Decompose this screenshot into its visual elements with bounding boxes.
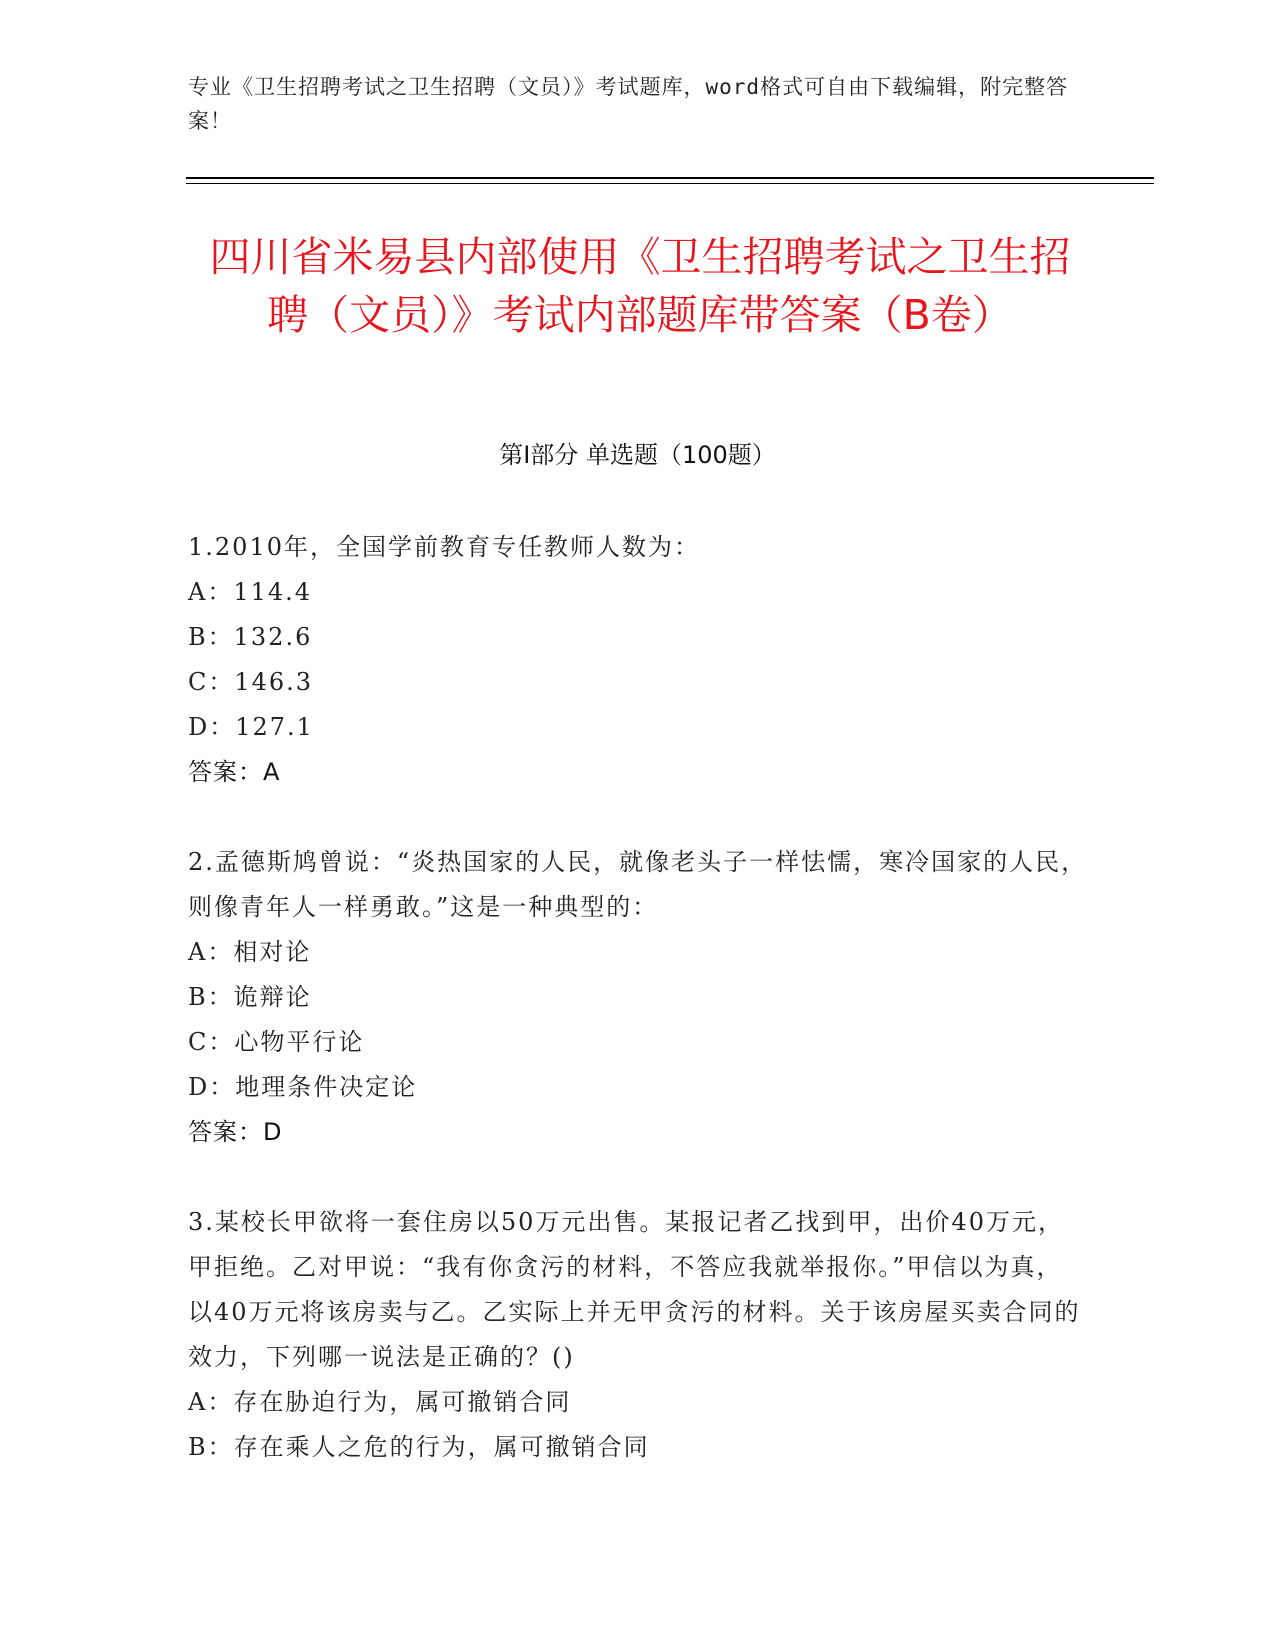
question-stem: 3.某校长甲欲将一套住房以50万元出售。某报记者乙找到甲，出价40万元，甲拒绝。乙对甲说：“我有你贪污的材料，不答应我就举报你。”甲信以为真，以40万元将该房卖与乙。乙实际上并无甲贪污的材料。关于该房屋买卖合同的效力，下列哪一说法是正确的？() [188,1208,1081,1371]
answer-line: 答案：A [188,758,281,786]
option-a: A：114.4 [188,578,313,606]
question-stem: 2.孟德斯鸠曾说：“炎热国家的人民，就像老头子一样怯懦，寒冷国家的人民，则像青年人一样勇敢。”这是一种典型的： [188,848,1088,921]
option-c: C：心物平行论 [188,1028,365,1056]
question-stem: 1.2010年，全国学前教育专任教师人数为： [188,533,700,561]
option-b: B：诡辩论 [188,983,312,1011]
header-note: 专业《卫生招聘考试之卫生招聘（文员）》考试题库，word格式可自由下载编辑，附完整答案！ [188,75,1069,133]
document-title: 四川省米易县内部使用《卫生招聘考试之卫生招聘（文员）》考试内部题库带答案（B卷） [209,233,1071,339]
answer-line: 答案：D [188,1118,283,1146]
option-a: A：存在胁迫行为，属可撤销合同 [188,1388,572,1416]
header-divider-thick [186,177,1154,179]
option-b: B：存在乘人之危的行为，属可撤销合同 [188,1433,650,1461]
option-b: B：132.6 [188,623,313,651]
section-title: 第Ⅰ部分 单选题（100题） [499,441,776,469]
option-a: A：相对论 [188,938,312,966]
question-block [188,525,1088,795]
question-block [188,840,1088,1155]
header-divider-thin [186,183,1154,184]
option-d: D：127.1 [188,713,314,741]
question-block [188,1200,1088,1470]
option-c: C：146.3 [188,668,314,696]
option-d: D：地理条件决定论 [188,1073,418,1101]
